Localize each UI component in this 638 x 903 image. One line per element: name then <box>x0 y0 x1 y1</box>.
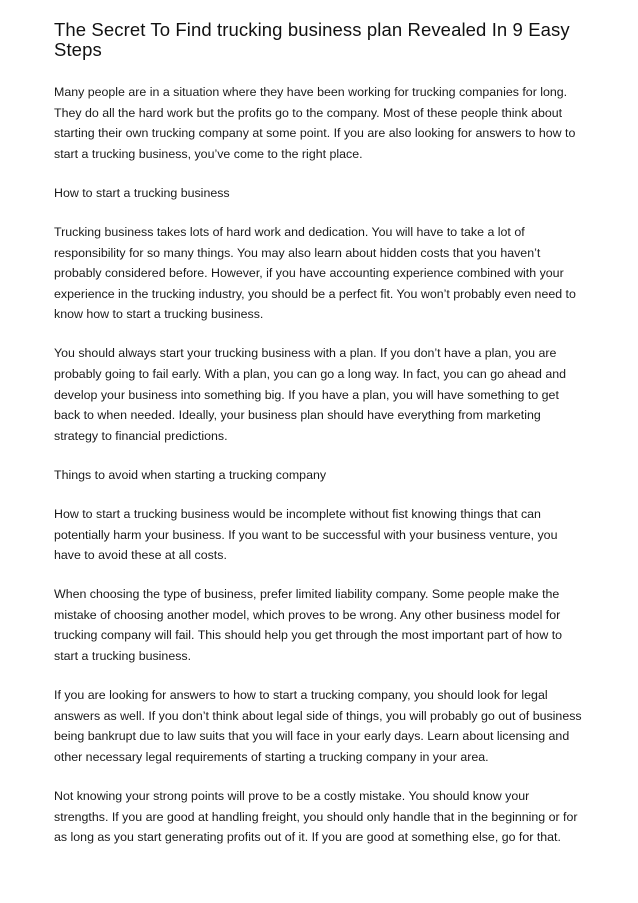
section-heading-how-to-start: How to start a trucking business <box>54 185 230 200</box>
paragraph-plan: You should always start your trucking business with a plan. If you don’t have a plan, you are probably going to fail early. With a plan, you can go a long way. In fact, you can go ahead and develop your business into something big. If you have a plan, you will have something to get back to when needed. Ideally, your business plan should have everything from marketing strategy to financial predictions. <box>54 346 567 443</box>
paragraph-llc: When choosing the type of business, prefer limited liability company. Some people make the mistake of choosing another model, which proves to be wrong. Any other business model for trucking company will fail. This should help you get through the most important part of how to start a trucking business. <box>54 587 563 664</box>
paragraph-strengths: Not knowing your strong points will prove to be a costly mistake. You should know your strengths. If you are good at handling freight, you should only handle that in the beginning or for as long as you start generating profits out of it. If you are good at something else, go for that. <box>54 789 578 845</box>
section-heading-things-to-avoid: Things to avoid when starting a trucking company <box>54 467 327 482</box>
document-body <box>54 82 586 848</box>
paragraph-intro: Many people are in a situation where they have been working for trucking companies for long. They do all the hard work but the profits go to the company. Most of these people think about starting their own trucking company at some point. If you are also looking for answers to how to start a trucking business, you’ve come to the right place. <box>54 85 576 161</box>
paragraph-legal: If you are looking for answers to how to start a trucking company, you should look for legal answers as well. If you don’t think about legal side of things, you will probably go out of business being bankrupt due to law suits that you will face in your early days. Learn about licensing and other necessary legal requirements of starting a trucking company in your area. <box>54 688 582 764</box>
paragraph-avoid-intro: How to start a trucking business would be incomplete without fist knowing things that can potentially harm your business. If you want to be successful with your business venture, you have to avoid these at all costs. <box>54 507 558 563</box>
paragraph-hard-work: Trucking business takes lots of hard work and dedication. You will have to take a lot of responsibility for so many things. You may also learn about hidden costs that you haven’t probably considered before. However, if you have accounting experience combined with your experience in the trucking industry, you should be a perfect fit. You won’t probably even need to know how to start a trucking business. <box>54 224 576 322</box>
document-title: The Secret To Find trucking business plan Revealed In 9 Easy Steps <box>54 19 570 60</box>
